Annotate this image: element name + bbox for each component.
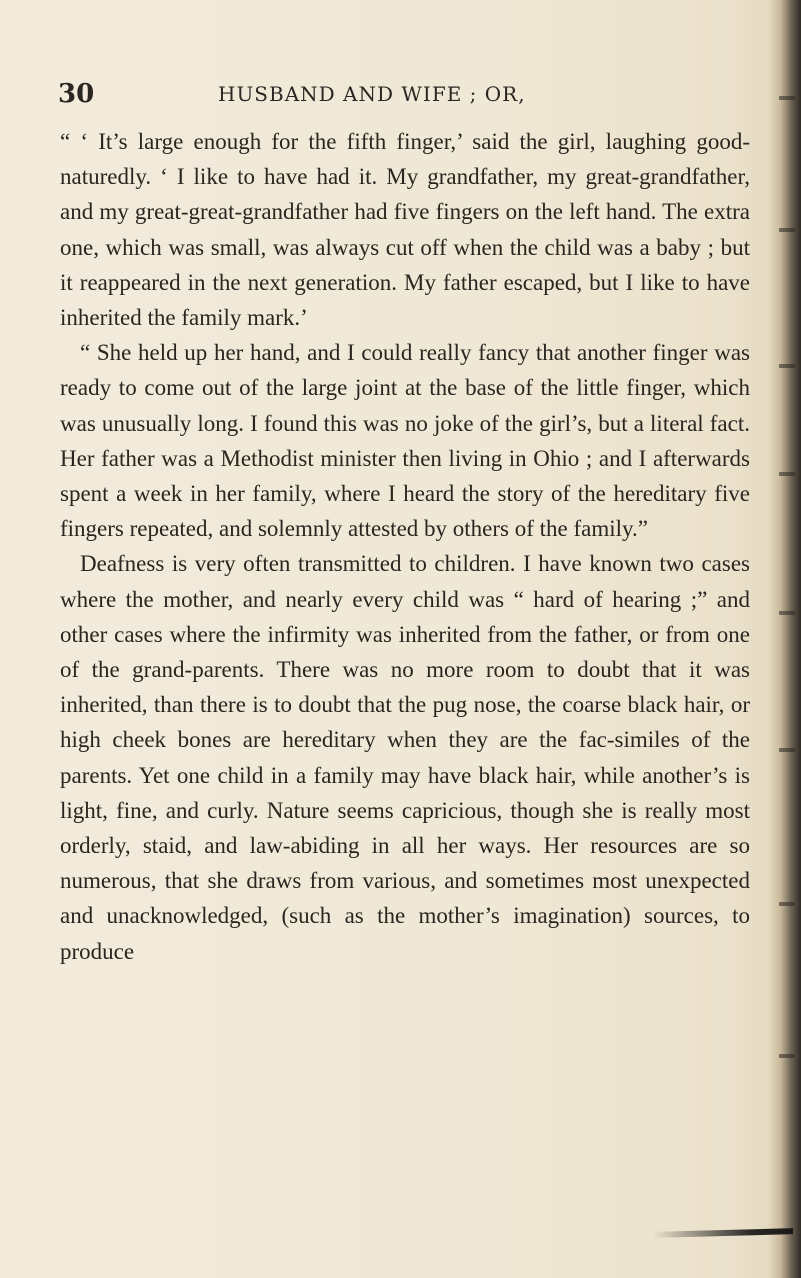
page-header xyxy=(58,76,758,112)
edge-speck xyxy=(779,902,795,906)
edge-speck xyxy=(779,228,795,232)
running-head: HUSBAND AND WIFE ; OR, xyxy=(218,82,526,106)
edge-speck xyxy=(779,472,795,476)
paragraph: Deafness is very often transmitted to children. I have known two cases where the mother, and nearly every child was “ hard of hearing ;” and other cases where the infirmity was inherited from the father, or from one of the grand-parents. There was no more room to doubt that it was inherited, than there is to doubt that the pug nose, the coarse black hair, or high cheek bones are hereditary when they are the fac-similes of the parents. Yet one child in a family may have black hair, while another’s is light, fine, and curly. Nature seems capricious, though she is really most orderly, staid, and law-abiding in all her ways. Her resources are so numerous, that she draws from various, and sometimes most unexpected and unacknowledged, (such as the mother’s imagination) sources, to produce xyxy=(60,551,750,964)
edge-speck xyxy=(779,1054,795,1058)
paragraph: “ She held up her hand, and I could really fancy that another finger was ready to come out of the large joint at the base of the little finger, which was unusually long. I found this was no joke of the girl’s, but a literal fact. Her father was a Methodist minister then living in Ohio ; and I afterwards spent a week in her family, where I heard the story of the hereditary five fingers repeated, and solemnly attested by others of the family.” xyxy=(60,340,750,542)
edge-speck xyxy=(779,611,795,615)
edge-speck xyxy=(779,748,795,752)
paragraph: “ ‘ It’s large enough for the fifth finger,’ said the girl, laughing good-naturedly. ‘ I like to have had it. My grandfather, my great-grandfather, and my great-great-grandfather had five fingers on the left hand. The extra one, which was small, was always cut off when the child was a baby ; but it reappeared in the next generation. My father escaped, but I like to have inherited the family mark.’ xyxy=(60,129,750,331)
page-number: 30 xyxy=(58,79,95,109)
body-text xyxy=(60,124,750,969)
edge-speck xyxy=(779,96,795,100)
edge-speck xyxy=(779,364,795,368)
page-edge-shadow xyxy=(767,0,801,1278)
